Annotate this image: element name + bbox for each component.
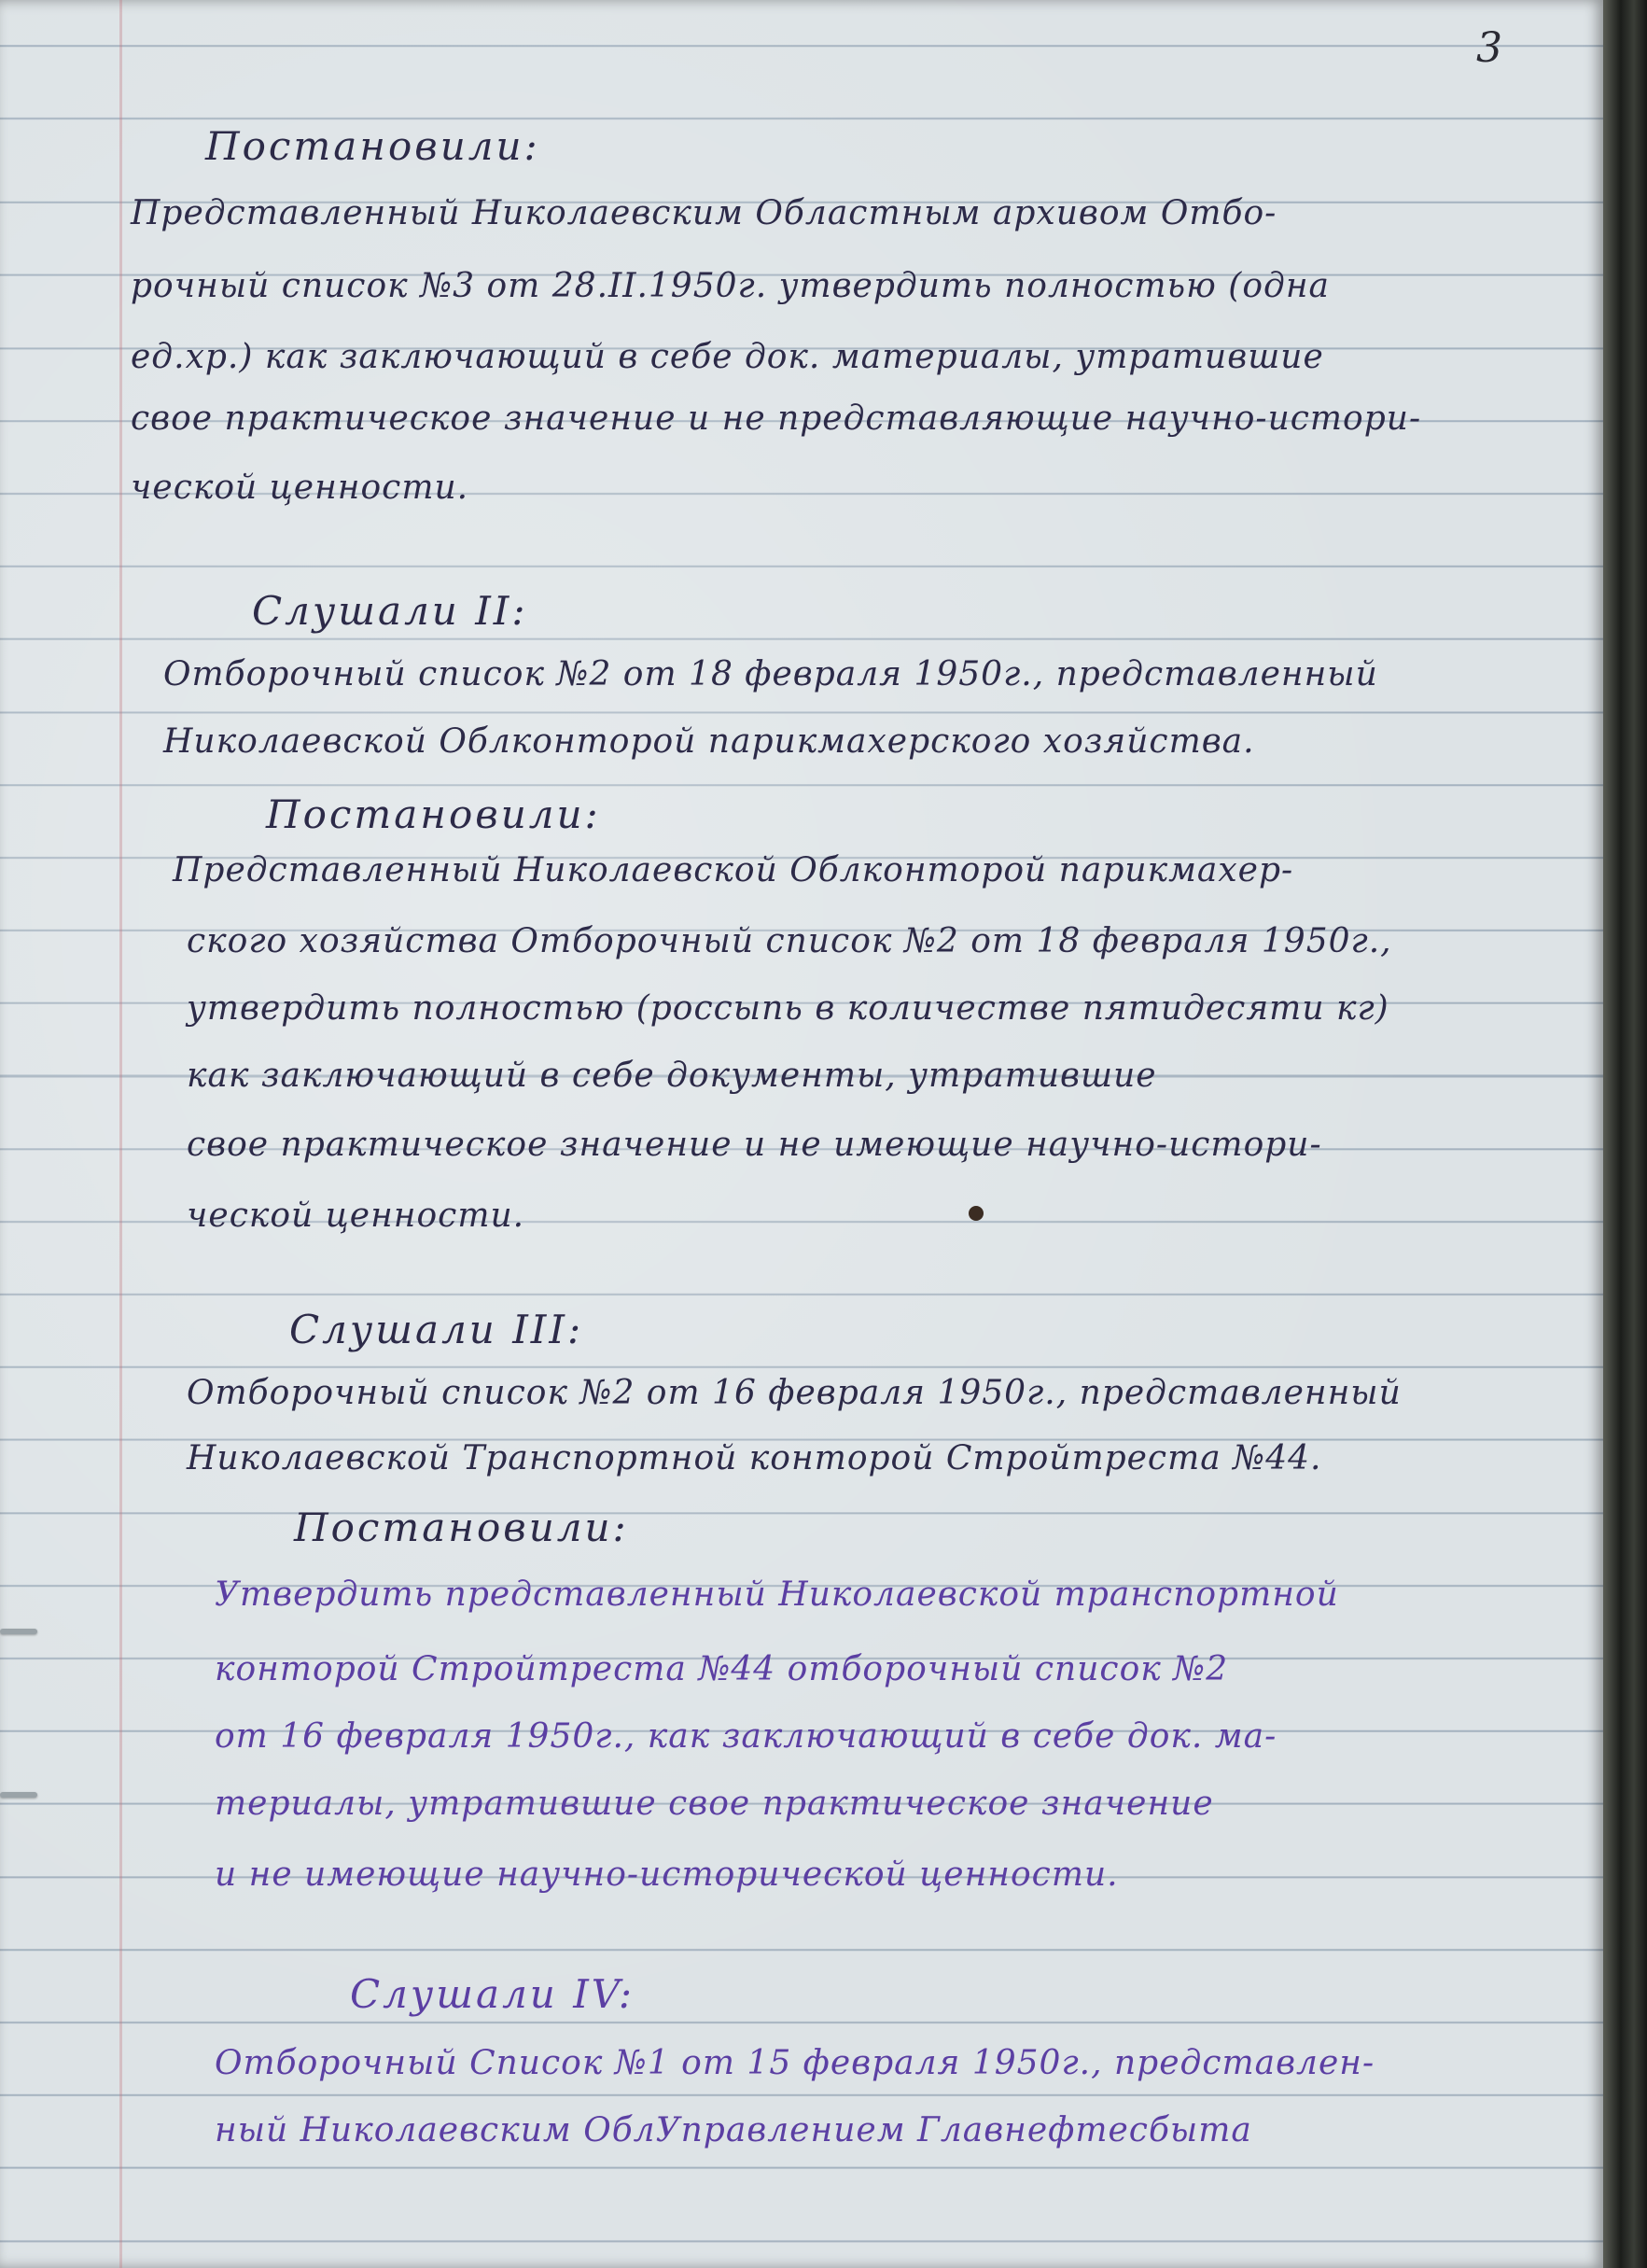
heard-heading: Слушали IV: <box>350 1971 635 2017</box>
text-line: ческой ценности. <box>187 1197 525 1235</box>
text-line: Николаевской Транспортной конторой Стройтреста №44. <box>187 1439 1322 1477</box>
decision-heading: Постановили: <box>294 1505 629 1550</box>
text-line: ед.хр.) как заключающий в себе док. материалы, утратившие <box>131 338 1324 376</box>
text-line: териалы, утратившие свое практическое значение <box>215 1785 1214 1823</box>
ink-dot <box>969 1206 984 1221</box>
text-line: конторой Стройтреста №44 отборочный список №2 <box>215 1650 1229 1688</box>
text-line: Отборочный список №2 от 16 февраля 1950г., представленный <box>187 1374 1402 1412</box>
margin-rule <box>119 0 122 2268</box>
heard-heading: Слушали II: <box>252 588 528 634</box>
decision-heading: Постановили: <box>205 123 540 169</box>
text-line: свое практическое значение и не представляющие научно-истори- <box>131 399 1422 438</box>
text-line: рочный список №3 от 28.II.1950г. утвердить полностью (одна <box>131 267 1331 305</box>
binding-thread <box>0 1629 37 1634</box>
notebook-binding <box>1603 0 1647 2268</box>
text-line: Утвердить представленный Николаевской транспортной <box>215 1575 1339 1614</box>
binding-thread <box>0 1792 37 1798</box>
text-line: Отборочный список №2 от 18 февраля 1950г., представленный <box>163 655 1378 693</box>
text-line: Представленный Николаевской Облконторой парикмахер- <box>173 851 1294 889</box>
text-line: Представленный Николаевским Областным архивом Отбо- <box>131 194 1277 232</box>
text-line: Николаевской Облконторой парикмахерского хозяйства. <box>163 722 1255 761</box>
heard-heading: Слушали III: <box>289 1307 584 1352</box>
text-line: как заключающий в себе документы, утратившие <box>187 1057 1157 1095</box>
text-line: ского хозяйства Отборочный список №2 от 18 февраля 1950г., <box>187 922 1392 960</box>
text-line: свое практическое значение и не имеющие научно-истори- <box>187 1126 1322 1164</box>
text-line: Отборочный Список №1 от 15 февраля 1950г., представлен- <box>215 2044 1375 2082</box>
text-line: от 16 февраля 1950г., как заключающий в себе док. ма- <box>215 1717 1277 1756</box>
decision-heading: Постановили: <box>266 791 601 837</box>
text-line: ческой ценности. <box>131 469 469 507</box>
text-line: ный Николаевским ОблУправлением Главнефтесбыта <box>215 2111 1252 2149</box>
page-number: 3 <box>1476 24 1502 72</box>
text-line: утвердить полностью (россыпь в количестве пятидесяти кг) <box>187 989 1389 1028</box>
text-line: и не имеющие научно-исторической ценности. <box>215 1855 1119 1894</box>
